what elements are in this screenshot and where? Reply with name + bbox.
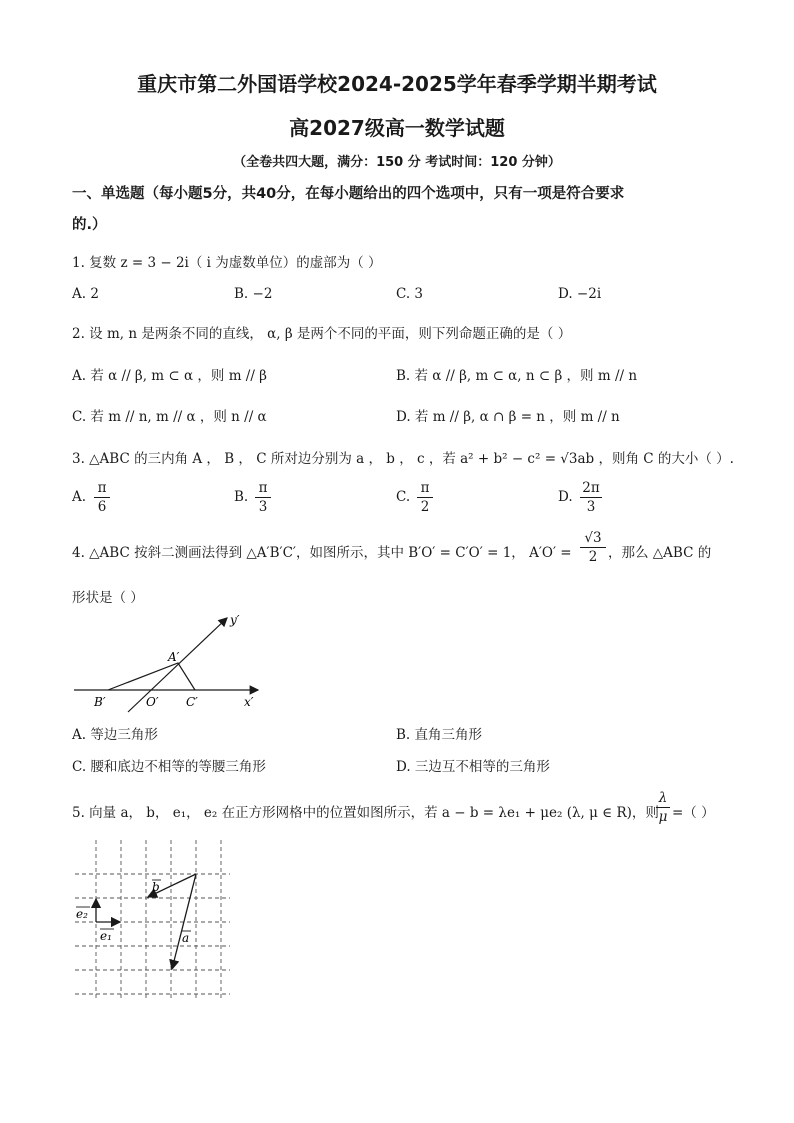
label-x-axis: x′	[244, 695, 254, 709]
q3-d-denominator: 3	[586, 499, 596, 515]
q4-option-d: D. 三边互不相等的三角形	[396, 759, 550, 775]
q5-stem-part1: 5. 向量 a， b， e₁， e₂ 在正方形网格中的位置如图所示，若 a − b = λe₁ + μe₂ (λ, μ ∈ R)，则	[72, 805, 659, 821]
q3-option-c-fraction	[417, 480, 433, 515]
exam-title-line1: 重庆市第二外国语学校2024-2025学年春季学期半期考试	[137, 72, 657, 96]
y-axis	[128, 618, 227, 712]
q1-option-d: D. −2i	[558, 286, 602, 302]
label-c: C′	[186, 695, 198, 709]
q4-oblique-figure	[70, 610, 270, 715]
q1-stem: 1. 复数 z = 3 − 2i（ i 为虚数单位）的虚部为（ ）	[72, 255, 382, 271]
label-vector-b: b	[152, 880, 160, 894]
section1-heading-line2: 的.）	[72, 217, 107, 233]
q3-option-c	[396, 489, 410, 505]
q3-b-numerator: π	[258, 480, 268, 496]
q1-option-a: A. 2	[72, 286, 99, 302]
label-vector-e1: e₁	[100, 929, 112, 943]
exam-subtitle: （全卷共四大题，满分：150 分 考试时间：120 分钟）	[233, 155, 561, 170]
q4-stem-part2: ，那么 △ABC 的	[608, 545, 712, 561]
q3-option-a-label: A.	[72, 489, 87, 505]
q5-stem-part2: =（ ）	[672, 805, 715, 821]
q1-option-b: B. −2	[234, 286, 273, 302]
label-b: B′	[94, 695, 106, 709]
q3-option-b-label: B.	[234, 489, 249, 505]
q3-c-denominator: 2	[420, 499, 430, 515]
q2-option-c: C. 若 m // n, m // α ，则 n // α	[72, 409, 267, 425]
q1-option-c: C. 3	[396, 286, 424, 302]
q3-option-d	[558, 489, 573, 505]
q4-option-c: C. 腰和底边不相等的等腰三角形	[72, 759, 266, 775]
q3-option-b-fraction	[255, 480, 271, 515]
exam-title-line2: 高2027级高一数学试题	[289, 116, 505, 140]
q3-c-numerator: π	[420, 480, 430, 496]
q3-option-a-fraction	[94, 480, 110, 515]
q4-stem-fraction	[580, 530, 606, 565]
q2-option-d: D. 若 m // β, α ∩ β = n ，则 m // n	[396, 409, 620, 425]
q5-frac-numerator: λ	[658, 790, 668, 806]
q5-vector-grid	[70, 840, 240, 1005]
q4-option-a: A. 等边三角形	[72, 727, 158, 743]
q3-option-c-label: C.	[396, 489, 411, 505]
q2-option-b: B. 若 α // β, m ⊂ α, n ⊂ β ，则 m // n	[396, 368, 638, 384]
q3-stem: 3. △ABC 的三内角 A ， B ， C 所对边分别为 a ， b ， c ，若 a² + b² − c² = √3ab ，则角 C 的大小（ ）.	[72, 451, 734, 467]
q5-frac-denominator: μ	[658, 809, 668, 825]
q3-option-b	[234, 489, 248, 505]
vector-a	[172, 874, 196, 969]
label-a: A′	[168, 650, 180, 664]
q4-option-b: B. 直角三角形	[396, 727, 483, 743]
q4-stem-part1: 4. △ABC 按斜二测画法得到 △A′B′C′，如图所示，其中 B′O′ = C′O′ = 1， A′O′ =	[72, 545, 572, 561]
vector-label-arrows	[76, 880, 191, 931]
q3-option-d-label: D.	[558, 489, 573, 505]
q4-frac-denominator: 2	[588, 549, 598, 565]
q2-stem: 2. 设 m, n 是两条不同的直线， α, β 是两个不同的平面，则下列命题正确的是（ ）	[72, 326, 572, 342]
q3-option-d-fraction	[580, 480, 602, 515]
q3-b-denominator: 3	[258, 499, 268, 515]
label-o: O′	[146, 695, 159, 709]
q5-stem-fraction	[656, 790, 670, 825]
q2-option-a: A. 若 α // β, m ⊂ α ，则 m // β	[72, 368, 267, 384]
q4-stem-line2: 形状是（ ）	[72, 590, 144, 606]
grid-lines	[75, 840, 230, 1000]
label-y-axis: y′	[230, 613, 240, 627]
triangle-abc	[108, 663, 195, 690]
q3-option-a	[72, 489, 86, 505]
q3-d-numerator: 2π	[582, 480, 600, 496]
label-vector-e2: e₂	[76, 907, 88, 921]
section1-heading-line1: 一、单选题（每小题5分，共40分，在每小题给出的四个选项中，只有一项是符合要求	[72, 186, 625, 202]
q4-frac-numerator: √3	[584, 530, 602, 546]
q3-a-numerator: π	[97, 480, 107, 496]
q3-a-denominator: 6	[97, 499, 107, 515]
label-vector-a: a	[182, 931, 190, 945]
